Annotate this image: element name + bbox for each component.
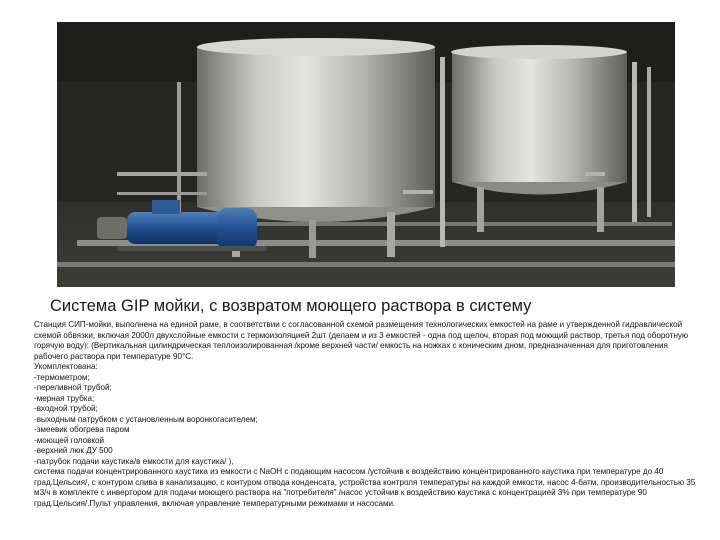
paragraph: Укомплектована:	[34, 362, 98, 371]
list-item: -переливной трубой;	[34, 383, 112, 392]
page-title: Система GIP мойки, с возвратом моющего раствора в систему	[50, 297, 532, 315]
equipment-photo	[57, 22, 675, 287]
list-item: -верхний люк ДУ 500	[34, 446, 113, 455]
paragraph: система подачи концентрированного каустика из емкости с NaOH с подающим насосом /устойчив к воздействию концентрированного каустика при температуре до 40 град.Цельсия/, с контуром слива в канализацию, с контуром отвода конденсата, устройства контроля температуры на каждой емкости, насос 4-батм, производительностью 35 м3/ч в комплекте с инвертором для подачи моющего раствора на "потребителя" /насос устойчив к воздействию каустика с концентрацией 3% при температуре 90 град.Цельсия/.Пульт управления, включая управление температурными режимами и насосами.	[34, 467, 696, 508]
paragraph: Станция СИП-мойки, выполнена на единой раме, в соответствии с согласованной схемой размещения технологических емкостей на раме и утвержденной гидравлической схемой обвязки, включая 2000л двухслойные емкости с термоизоляцией 2шт (делаем и из 3 емкостей - одна под щелоч, вторая под моющий раствор, третья под оборотную горячую воду): (Вертикальная цилиндрическая теплоизолированная /кроме верхней части/ емкость на ножках с коническим дном, предназначенная для приготовления рабочего раствора при температуре 90°С.	[34, 320, 689, 361]
list-item: -мерная трубка;	[34, 393, 95, 403]
list-item: -термометром;	[34, 372, 90, 382]
description-text	[34, 320, 698, 509]
list-item: -выходным патрубком с установленным воронкогасителем;	[34, 414, 258, 424]
list-item: -патрубок подачи каустика/в емкости для каустика/ ),	[34, 456, 234, 466]
stainless-steel-tanks-photo	[57, 22, 675, 287]
list-item: -входной трубой;	[34, 404, 98, 413]
list-item: -моющей головкой	[34, 435, 105, 445]
list-item: -змеевик обогрева паром	[34, 425, 130, 434]
